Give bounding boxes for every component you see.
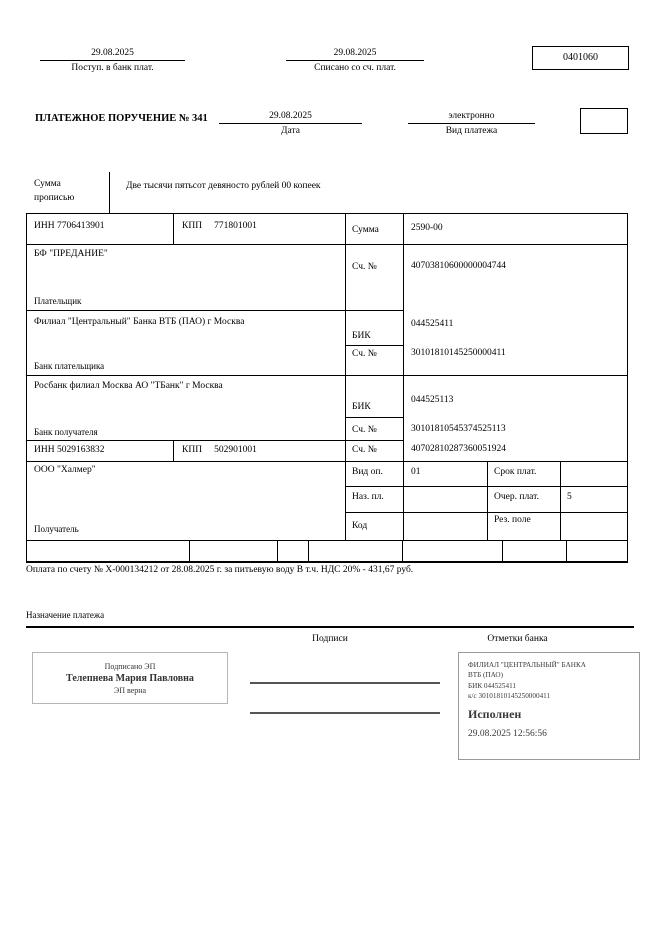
srok-plat-label: Срок плат. [494, 467, 537, 477]
grid-line [566, 540, 567, 561]
received-label: Поступ. в банк плат. [71, 63, 154, 73]
grid-line [26, 626, 634, 628]
status-checkbox [580, 108, 628, 134]
grid-line [189, 540, 190, 561]
ocher-plat-value: 5 [567, 492, 572, 502]
field-doc-date [219, 111, 362, 136]
receiver-account: 40702810287360051924 [411, 444, 506, 454]
grid-line [26, 375, 628, 376]
bank-stamp [458, 652, 640, 760]
receiver-bank-section-label: Банк получателя [34, 427, 98, 437]
payment-kind-label: Вид платежа [445, 126, 498, 136]
payer-account-label: Сч. № [352, 262, 377, 272]
bank-stamp-corr: к/с 30101810145250000411 [468, 692, 551, 701]
debited-date: 29.08.2025 [286, 48, 424, 61]
vid-op-label: Вид оп. [352, 467, 383, 477]
vid-op-value: 01 [411, 467, 421, 477]
grid-line [487, 461, 488, 540]
grid-line [26, 213, 27, 563]
receiver-account-label: Сч. № [352, 445, 377, 455]
payment-kind: электронно [408, 111, 535, 124]
payer-section-label: Плательщик [34, 296, 82, 306]
signature-line [250, 682, 440, 684]
esignature-stamp-line1: Подписано ЭП [104, 661, 156, 671]
receiver-bank-account-label: Сч. № [352, 425, 377, 435]
receiver-section-label: Получатель [34, 524, 79, 534]
kod-label: Код [352, 521, 368, 531]
payer-bank-bik: 044525411 [411, 319, 454, 329]
debited-label: Списано со сч. плат. [314, 63, 396, 73]
payer-bank-name: Филиал "Центральный" Банка ВТБ (ПАО) г Москва [34, 317, 245, 327]
receiver-bank-bik: 044525113 [411, 395, 454, 405]
grid-line [403, 213, 404, 540]
doc-date-label: Дата [281, 126, 300, 136]
signature-line [250, 712, 440, 714]
receiver-kpp: 502901001 [214, 445, 257, 455]
received-date: 29.08.2025 [40, 48, 185, 61]
bank-stamp-bik: БИК 044525411 [468, 681, 516, 690]
payer-kpp: 771801001 [214, 221, 257, 231]
receiver-name: ООО "Халмер" [34, 465, 96, 475]
form-code-box: 0401060 [532, 46, 629, 70]
grid-line [560, 461, 561, 540]
grid-line [502, 540, 503, 561]
grid-line [26, 310, 403, 311]
doc-date: 29.08.2025 [219, 111, 362, 124]
payer-inn: ИНН 7706413901 [34, 221, 105, 231]
bank-stamp-name1: ФИЛИАЛ "ЦЕНТРАЛЬНЫЙ" БАНКА [468, 661, 586, 669]
ocher-plat-label: Очер. плат. [494, 492, 539, 502]
receiver-inn: ИНН 5029163832 [34, 445, 105, 455]
grid-line [26, 540, 628, 541]
grid-line [402, 540, 403, 561]
payer-name: БФ "ПРЕДАНИЕ" [34, 249, 108, 259]
grid-line [26, 561, 628, 563]
bank-stamp-datetime: 29.08.2025 12:56:56 [468, 728, 547, 739]
receiver-kpp-label: КПП [182, 445, 203, 455]
field-debited [286, 48, 424, 73]
receiver-bank-name: Росбанк филиал Москва АО "ТБанк" г Москва [34, 381, 223, 391]
amount-words-label: Сумма прописью [34, 179, 75, 204]
grid-line [26, 213, 628, 214]
payer-bank-section-label: Банк плательщика [34, 361, 105, 371]
payer-kpp-label: КПП [182, 221, 203, 231]
field-payment-kind [408, 111, 535, 136]
payer-bank-account-label: Сч. № [352, 349, 377, 359]
grid-line [627, 213, 628, 563]
bank-stamp-status: Исполнен [468, 706, 522, 721]
field-received-in-bank [40, 48, 185, 73]
grid-line [345, 345, 403, 346]
grid-line [345, 213, 346, 540]
grid-line [173, 213, 174, 244]
grid-line [308, 540, 309, 561]
sum-value: 2590-00 [411, 223, 443, 233]
doc-title: ПЛАТЕЖНОЕ ПОРУЧЕНИЕ № 341 [35, 113, 208, 124]
grid-line [26, 461, 628, 462]
payment-purpose-text: Оплата по счету № Х-000134212 от 28.08.2025 г. за питьевую воду В т.ч. НДС 20% - 431,67 руб. [26, 565, 414, 575]
grid-line [277, 540, 278, 561]
grid-line [345, 417, 403, 418]
bank-stamp-name2: ВТБ (ПАО) [468, 671, 504, 680]
signatures-label: Подписи [312, 634, 348, 644]
receiver-bank-account: 30101810545374525113 [411, 424, 506, 434]
payer-account: 40703810600000004744 [411, 261, 506, 271]
esignature-stamp-name: Телепнева Мария Павловна [66, 672, 194, 684]
payer-bank-account: 30101810145250000411 [411, 348, 506, 358]
naz-pl-label: Наз. пл. [352, 492, 384, 502]
purpose-section-label: Назначение платежа [26, 610, 105, 620]
esignature-stamp-line3: ЭП верна [113, 685, 147, 695]
rez-pole-label: Рез. поле [494, 515, 531, 525]
grid-line [26, 244, 628, 245]
grid-line [26, 440, 403, 441]
esignature-stamp [32, 652, 228, 704]
bank-marks-label: Отметки банка [487, 634, 548, 644]
grid-line [109, 172, 110, 213]
payer-bank-bik-label: БИК [352, 331, 371, 341]
sum-label: Сумма [352, 225, 379, 235]
grid-line [173, 440, 174, 461]
amount-words: Две тысячи пятьсот девяносто рублей 00 копеек [126, 181, 321, 191]
receiver-bank-bik-label: БИК [352, 402, 371, 412]
